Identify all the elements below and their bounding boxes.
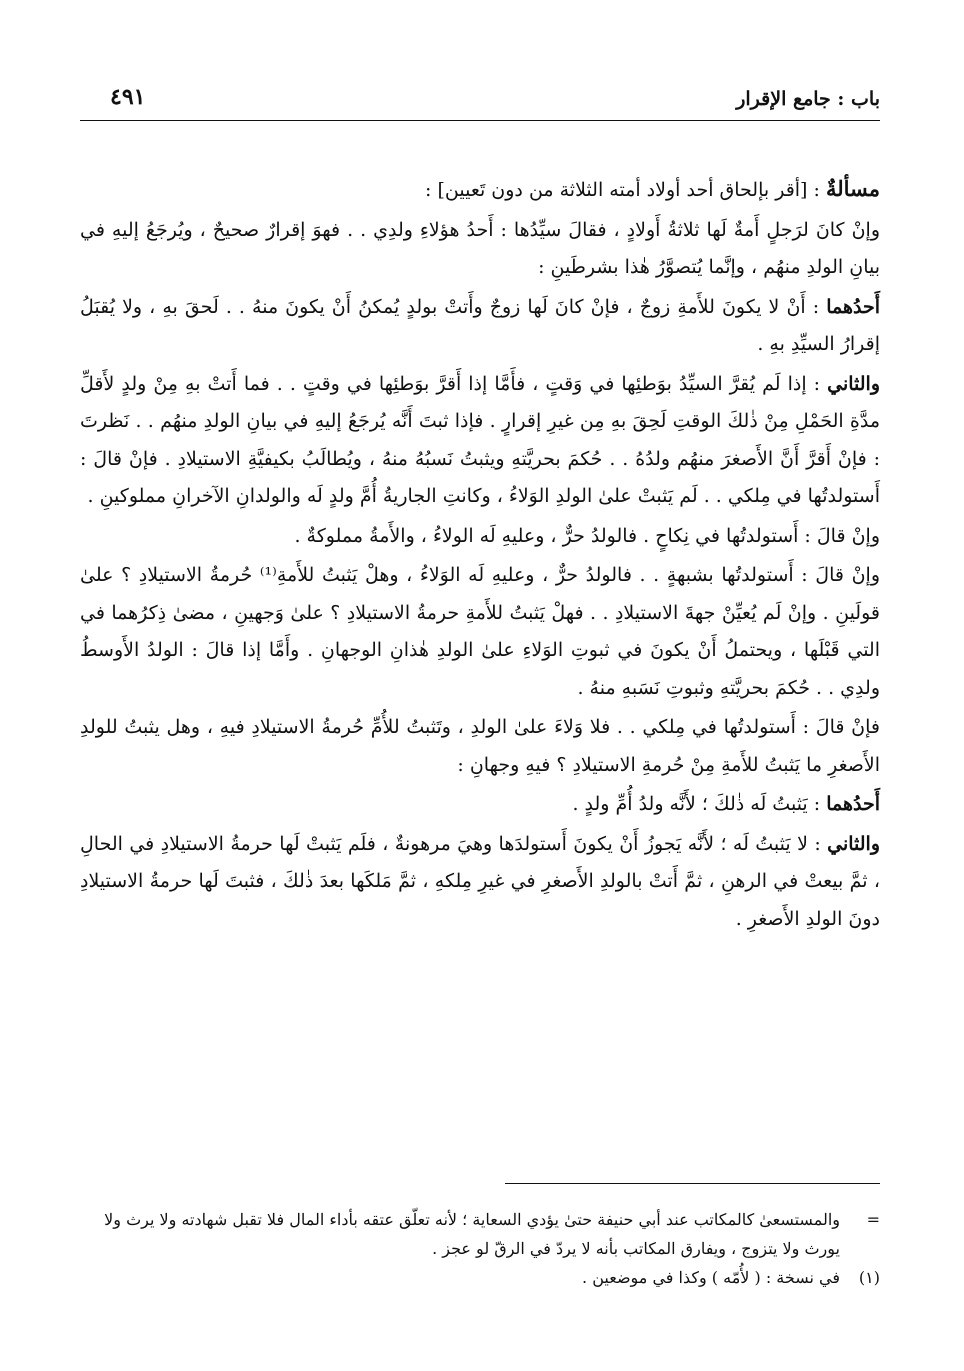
- paragraph-text: وإنْ كانَ لرَجلٍ أَمةٌ لَها ثلاثةُ أَولادٍ ، فقالَ سيِّدُها : أَحدُ هؤلاءِ ولدِي . . فهوَ إقرارٌ صحيحٌ ، ويُرجَعُ إليهِ في بيانِ الولدِ منهُم ، وإنَّما يُتصوَّرُ هٰذا بشرطَينِ :: [80, 218, 880, 278]
- main-text: [80, 170, 880, 940]
- paragraph-lead: أَحدُهما: [826, 295, 880, 318]
- question-heading: [80, 170, 880, 210]
- paragraph-text: : يَثبتُ لَه ذٰلكَ ؛ لأَنَّه ولدُ أُمِّ ولدٍ .: [572, 793, 827, 815]
- paragraph-lead: والثاني: [827, 832, 880, 855]
- paragraph: [80, 786, 880, 824]
- chapter-title: باب : جامع الإقرار: [736, 88, 880, 110]
- paragraph: [80, 212, 880, 287]
- question-title: : [أقر بإلحاق أحد أولاد أمته الثلاثة من دون تَعيين] :: [425, 179, 826, 201]
- paragraph-text: وإنْ قالَ : أَستولدتُها في نِكاحٍ . فالولدُ حرٌّ ، وعليهِ لَه الولاءُ ، والأَمةُ مملوكةٌ .: [294, 524, 880, 547]
- footnote: [80, 1263, 880, 1292]
- footnote-divider: [505, 1183, 880, 1184]
- paragraph-text: : إذا لَم يُقرَّ السيِّدُ بوَطئِها في وَقتٍ ، فأَمَّا إذا أَقرَّ بوَطئِها في وقتٍ . . فما أَتتْ بهِ مِنْ ولدٍ لأَقلِّ مدَّةِ الحَمْلِ مِنْ ذٰلكَ الوقتِ لَحِقَ بهِ مِن غيرِ إقرارٍ . فإذا ثبتَ أَنَّه يُرجَعُ إليهِ في بيانِ الولدِ منهُم . . نَظرتَ : فإنْ أَقرَّ أَنَّ الأَصغرَ منهُم ولدُهُ . . حُكمَ بحريَّتهِ ويثبتُ نَسبُهُ منهُ ، ويُطالَبُ بكيفيَّةِ الاستيلادِ . فإنْ قالَ : أَستولدتُها في مِلكي . . لَم يَثبتْ علىٰ الولدِ الوَلاءُ ، وكانتِ الجاريةُ أُمَّ ولدٍ لَه والولدانِ الآخرانِ مملوكينِ .: [80, 372, 880, 507]
- page-number: ٤٩١: [110, 84, 146, 110]
- footnote-mark: (١): [858, 1268, 880, 1287]
- paragraph: [80, 518, 880, 556]
- paragraph-text: وإنْ قالَ : أَستولدتُها بشبهةٍ . . فالولدُ حرٌّ ، وعليهِ لَه الوَلاءُ ، وهلْ يَثبتُ للأَمةِ⁽¹⁾ حُرمةُ الاستيلادِ ؟ علىٰ قولَينِ . وإنْ لَم يُعيِّنْ جهةَ الاستيلادِ . . فهلْ يَثبتُ للأَمةِ حرمةُ الاستيلادِ ؟ علىٰ وَجهينِ ، مضىٰ ذِكرُهما في التي قَبْلَها ، ويحتملُ أَنْ يكونَ في ثبوتِ الوَلاءِ علىٰ الولدِ هٰذانِ الوجهانِ . وأَمَّا إذا قالَ : الولدُ الأَوسطُ ولدِي . . حُكمَ بحريَّتهِ وثبوتِ نَسَبهِ منهُ .: [80, 564, 880, 699]
- paragraph: [80, 826, 880, 939]
- paragraph: [80, 557, 880, 707]
- footnotes: [80, 1205, 880, 1292]
- question-label: مسألةٌ: [825, 176, 880, 201]
- paragraph-lead: والثاني: [827, 372, 880, 395]
- footnote-mark: =: [866, 1210, 880, 1229]
- paragraph: [80, 709, 880, 784]
- paragraph-text: فإنْ قالَ : أَستولدتُها في مِلكي . . فلا وَلاءَ علىٰ الولدِ ، وتَثبتُ للأُمِّ حُرمةُ الاستيلادِ فيهِ ، وهل يثبتُ للولدِ الأَصغرِ ما يَثبتُ للأَمةِ مِنْ حُرمةِ الاستيلادِ ؟ فيهِ وجهانِ :: [80, 716, 880, 776]
- paragraph: [80, 366, 880, 516]
- running-header: [80, 80, 880, 121]
- paragraph: [80, 289, 880, 364]
- document-page: [80, 80, 880, 1320]
- paragraph-text: : أَنْ لا يكونَ للأَمةِ زوجٌ ، فإنْ كانَ لَها زوجٌ وأَتتْ بولدٍ يُمكنُ أَنْ يكونَ منهُ . . لَحقَ بهِ ، ولا يُقبَلُ إقرارُ السيِّدِ بهِ .: [80, 295, 880, 355]
- footnote: [80, 1205, 880, 1263]
- footnote-text: والمستسعىٰ كالمكاتب عند أبي حنيفة حتىٰ يؤدي السعاية ؛ لأنه تعلّق عتقه بأداء المال فلا تقبل شهادته ولا يرث ولا يورث ولا يتزوج ، ويفارق المكاتب بأنه لا يردّ في الرقّ لو عجز .: [104, 1210, 840, 1258]
- paragraph-lead: أَحدُهما: [826, 793, 880, 815]
- paragraph-text: : لا يَثبتُ لَه ؛ لأَنَّه يَجوزُ أَنْ يكونَ أَستولدَها وهيَ مرهونةٌ ، فلَم يَثبتْ لَها حرمةُ الاستيلادِ في الحالِ ، ثمَّ بيعتْ في الرهنِ ، ثمَّ أَتتْ بالولدِ الأَصغرِ في غيرِ مِلكهِ ، ثمَّ مَلكَها بعدَ ذٰلكَ ، فثبتَ لَها حرمةُ الاستيلادِ دونَ الولدِ الأَصغرِ .: [80, 832, 880, 930]
- footnote-text: في نسخة : ( لأُمّه ) وكذا في موضعين .: [582, 1268, 840, 1287]
